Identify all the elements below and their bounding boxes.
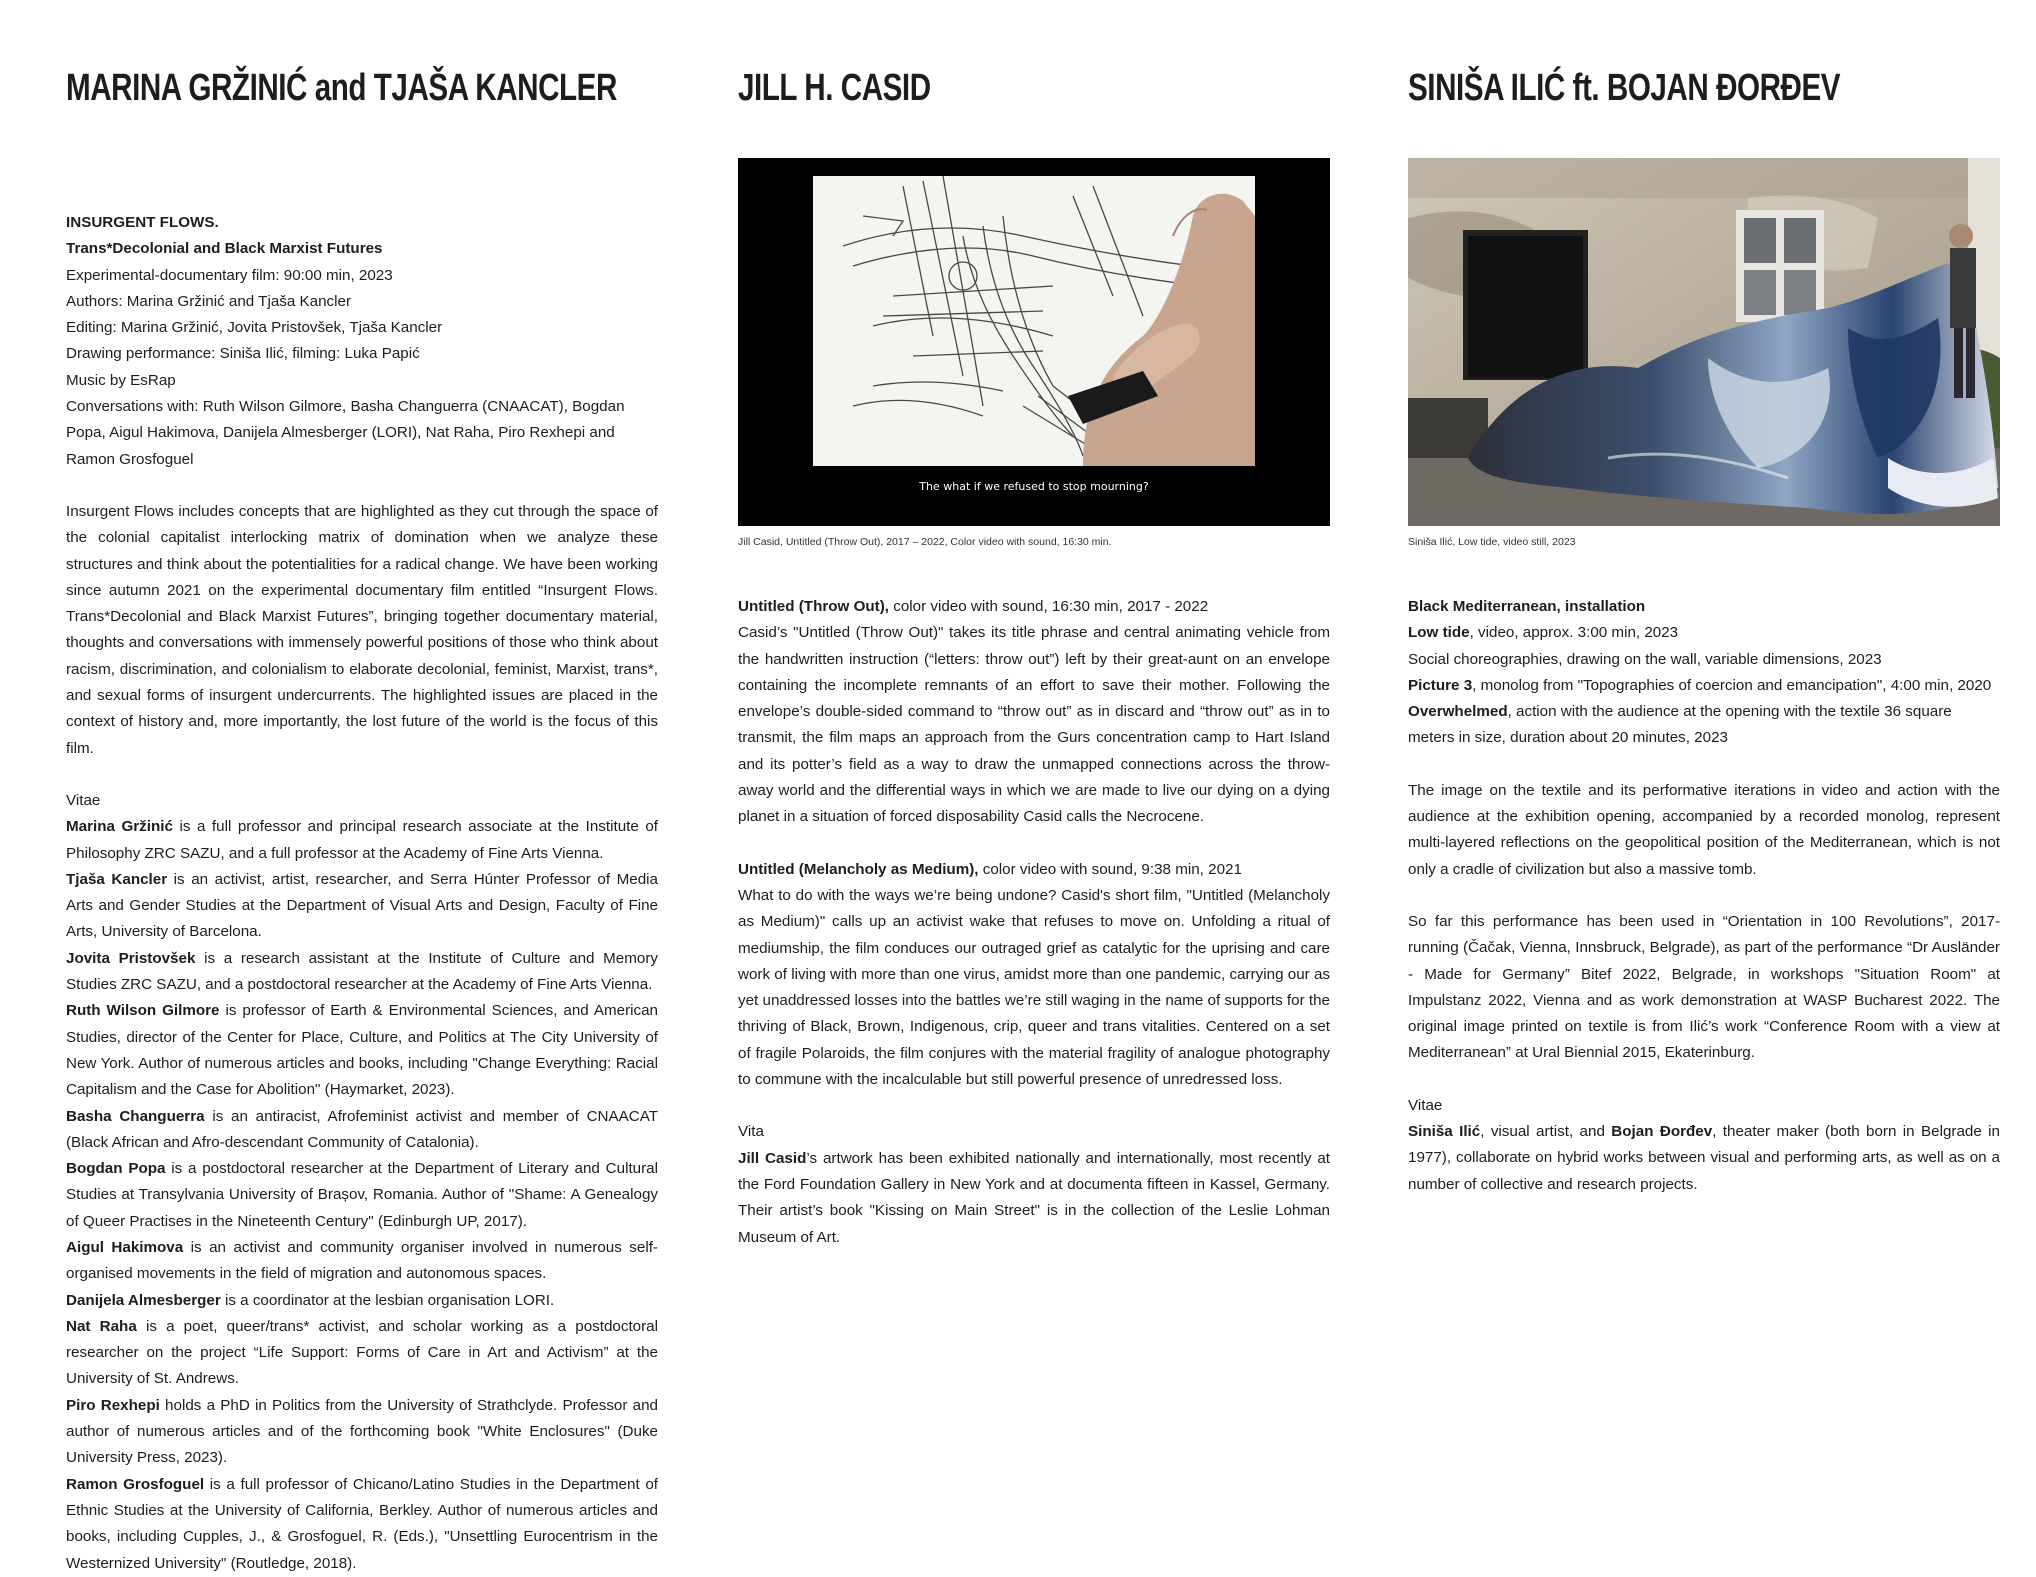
image-caption: Siniša Ilić, Low tide, video still, 2023 <box>1408 536 1576 548</box>
work-meta: , action with the audience at the opening with the textile 36 square meters in size, duration about 20 minutes, 2023 <box>1408 703 1952 747</box>
work-item <box>1408 699 2000 752</box>
artist-heading: JILL H. CASID <box>738 67 931 109</box>
vitae-label: Vitae <box>66 791 101 809</box>
vitae-name: Bojan Đorđev <box>1611 1123 1713 1141</box>
works-list <box>1408 594 2000 752</box>
vitae-entry <box>66 998 658 1103</box>
person-name: Piro Rexhepi <box>66 1396 160 1414</box>
works-block <box>738 594 1330 1251</box>
person-bio: is a full professor of Chicano/Latino Studies in the Department of Ethnic Studies at the University of California, Berkley. Author of numerous articles and books, including Cupples, J., & Grosfoguel, R. (Eds.), "Unsettling Eurocentrism in the Westernized University" (Routledge, 2018). <box>66 1475 658 1572</box>
artist-heading: MARINA GRŽINIĆ and TJAŠA KANCLER <box>66 67 617 109</box>
work-title: Low tide <box>1408 624 1470 642</box>
vitae-entry <box>66 1288 658 1314</box>
vitae-entry <box>66 1235 658 1288</box>
column-casid <box>738 60 1330 1251</box>
credit-line: Music by EsRap <box>66 371 176 389</box>
performance-photo <box>1408 158 2000 526</box>
person-name: Aigul Hakimova <box>66 1238 184 1256</box>
person-name: Tjaša Kancler <box>66 870 168 888</box>
credit-line: Authors: Marina Gržinić and Tjaša Kancler <box>66 292 352 310</box>
person-bio: is an activist, artist, researcher, and Serra Húnter Professor of Media Arts and Gender Studies at the Department of Visual Arts and Design, Faculty of Fine Arts, University of Barcelona. <box>66 870 658 941</box>
person-bio: holds a PhD in Politics from the University of Strathclyde. Professor and author of numerous articles and of the forthcoming book "White Enclosures" (Duke University Press, 2023). <box>66 1396 658 1467</box>
work-item <box>1408 620 2000 646</box>
performance-history: So far this performance has been used in “Orientation in 100 Revolutions”, 2017-running (Čačak, Vienna, Innsbruck, Belgrade), as part of the performance “Dr Ausländer - Made for Germany” Bitef 2022, Belgrade, in workshops "Situation Room" at Impulstanz 2022, Vienna and as work demonstration at WASP Bucharest 2022. The original image printed on textile is from Ilić’s work “Conference Room with a view at Mediterranean” at Ural Biennial 2015, Ekaterinburg. <box>1408 912 2000 1062</box>
vitae-entry <box>66 814 658 867</box>
image-caption: Jill Casid, Untitled (Throw Out), 2017 – 2022, Color video with sound, 16:30 min. <box>738 536 1112 548</box>
work-item <box>1408 647 2000 673</box>
vitae-entry <box>66 1472 658 1577</box>
video-still <box>738 158 1330 526</box>
credit-line: Experimental-documentary film: 90:00 min, 2023 <box>66 266 393 284</box>
vitae-entry <box>66 1314 658 1393</box>
work-title: Picture 3 <box>1408 676 1473 694</box>
work-heading <box>738 594 1330 620</box>
vita-label: Vita <box>738 1123 764 1141</box>
person-name: Bogdan Popa <box>66 1160 166 1178</box>
artist-heading: SINIŠA ILIĆ ft. BOJAN ĐORĐEV <box>1408 67 1841 109</box>
person-bio: is an antiracist, Afrofeminist activist and member of CNAACAT (Black African and Afro-descendant Community of Catalonia). <box>66 1107 659 1151</box>
person-name: Jovita Pristovšek <box>66 949 196 967</box>
work-meta: color video with sound, 16:30 min, 2017 - 2022 <box>889 598 1209 615</box>
column-grzinic-kancler <box>66 60 658 1577</box>
person-name: Nat Raha <box>66 1317 137 1335</box>
credits-block <box>66 210 658 1577</box>
credit-line: Conversations with: Ruth Wilson Gilmore, Basha Changuerra (CNAACAT), Bogdan Popa, Aigul Hakimova, Danijela Almesberger (LORI), Nat Raha, Piro Rexhepi and Ramon Grosfoguel <box>66 398 625 468</box>
work-heading <box>738 857 1330 883</box>
work-description: What to do with the ways we’re being undone? Casid's short film, "Untitled (Melancholy as Medium)" calls up an activist wake that refuses to move on. Unfolding a ritual of mediumship, the film conduces our outraged grief as catalytic for the uprising and care work of living with more than one virus, amidst more than one pandemic, carrying our as yet unaddressed losses into the battles we’re still waging in the name of supports for the thriving of Black, Brown, Indigenous, crip, queer and trans vitalities. Centered on a set of fragile Polaroids, the film conjures with the material fragility of analogue photography to commune with the incalculable but still powerful presence of unredressed loss. <box>738 886 1330 1089</box>
person-bio: is a research assistant at the Institute of Culture and Memory Studies ZRC SAZU, and a postdoctoral researcher at the Academy of Fine Arts Vienna. <box>66 949 658 994</box>
work-title: Untitled (Melancholy as Medium), <box>738 860 979 878</box>
work-title: Untitled (Throw Out), <box>738 598 889 615</box>
work-title: Overwhelmed <box>1408 703 1508 721</box>
person-name: Ramon Grosfoguel <box>66 1475 205 1493</box>
vitae-text: Siniša Ilić, visual artist, and Bojan Đorđev, theater maker (both born in Belgrade in 1977), collaborate on hybrid works between visual and performing arts, as well as on a number of collective and research projects. <box>1408 1123 2001 1193</box>
work-item <box>1408 594 2000 620</box>
vitae-entry <box>66 867 658 946</box>
person-name: Basha Changuerra <box>66 1107 205 1125</box>
person-name: Danijela Almesberger <box>66 1291 221 1309</box>
vitae-entry <box>66 1104 658 1157</box>
vita-name: Jill Casid <box>738 1149 807 1167</box>
film-description: Insurgent Flows includes concepts that are highlighted as they cut through the space of the colonial capitalist interlocking matrix of domination when we analyze these structures and think about the potentialities for a radical change. We have been working since autumn 2021 on the experimental documentary film entitled “Insurgent Flows. Trans*Decolonial and Black Marxist Futures”, bringing together documentary material, thoughts and conversations with immensely powerful positions of those who think about racism, discrimination, and colonialism to elaborate decolonial, feminist, Marxist, trans*, and sexual forms of insurgent undercurrents. The highlighted issues are placed in the context of history and, more importantly, the lost future of the world is the focus of this film. <box>66 502 658 757</box>
sketch-drawing-image <box>813 176 1255 466</box>
film-title: INSURGENT FLOWS. <box>66 214 219 231</box>
vitae-label: Vitae <box>1408 1096 1443 1114</box>
vitae-entry <box>66 946 658 999</box>
vitae-entry <box>66 1156 658 1235</box>
person-name: Marina Gržinić <box>66 818 173 836</box>
work-meta: , monolog from "Topographies of coercion and emancipation", 4:00 min, 2020 <box>1472 676 1992 694</box>
work-description: Casid’s "Untitled (Throw Out)" takes its title phrase and central animating vehicle from the handwritten instruction (“letters: throw out”) left by their great-aunt on an envelope containing the incomplete remnants of an effort to save their mother. Following the envelope’s double-sided command to “throw out” as in discard and “throw out” as in to transmit, the film maps an approach from the Gurs concentration camp to Hart Island and its potter’s field as a way to draw the unmapped connections across the throw-away world and the differential ways in which we are made to live our dying on a dying planet in a situation of forced disposability Casid calls the Necrocene. <box>738 624 1330 826</box>
person-bio: is a full professor and principal research associate at the Institute of Philosophy ZRC SAZU, and a full professor at the Academy of Fine Arts Vienna. <box>66 818 658 862</box>
credit-line: Drawing performance: Siniša Ilić, filming: Luka Papić <box>66 345 420 363</box>
person-bio: is professor of Earth & Environmental Sciences, and American Studies, director of the Center for Place, Culture, and Politics at The City University of New York. Author of numerous articles and books, including "Change Everything: Racial Capitalism and the Case for Abolition" (Haymarket, 2023). <box>66 1002 658 1099</box>
vita-text: Jill Casid’s artwork has been exhibited nationally and internationally, most recently at the Ford Foundation Gallery in New York and at documenta fifteen in Kassel, Germany. Their artist’s book "Kissing on Main Street" is in the collection of the Leslie Lohman Museum of Art. <box>738 1149 1330 1246</box>
video-subtitle: The what if we refused to stop mourning? <box>919 480 1149 493</box>
work-meta: Social choreographies, drawing on the wall, variable dimensions, 2023 <box>1408 650 1882 668</box>
vitae-list <box>66 814 658 1577</box>
work-meta: color video with sound, 9:38 min, 2021 <box>978 860 1242 878</box>
person-bio: is an activist and community organiser involved in numerous self-organised movements in the field of migration and autonomous spaces. <box>66 1238 658 1283</box>
person-name: Ruth Wilson Gilmore <box>66 1002 220 1020</box>
vitae-name: Siniša Ilić <box>1408 1123 1481 1141</box>
person-bio: is a poet, queer/trans* activist, and scholar working as a postdoctoral researcher on the project “Life Support: Forms of Care in Art and Activism” at the University of St. Andrews. <box>66 1317 658 1388</box>
work-meta: , video, approx. 3:00 min, 2023 <box>1469 624 1679 642</box>
film-subtitle: Trans*Decolonial and Black Marxist Futures <box>66 240 383 258</box>
work-item <box>1408 673 2000 699</box>
person-bio: is a coordinator at the lesbian organisation LORI. <box>220 1291 555 1309</box>
project-description: The image on the textile and its performative iterations in video and action with the audience at the exhibition opening, accompanied by a recorded monolog, represent multi-layered reflections on the geopolitical position of the Mediterranean, which is not only a cradle of civilization but also a massive tomb. <box>1408 781 2000 878</box>
work-title: Black Mediterranean, installation <box>1408 598 1646 615</box>
person-bio: is a postdoctoral researcher at the Department of Literary and Cultural Studies at Transylvania University of Brașov, Romania. Author of "Shame: A Genealogy of Queer Practises in the Nineteenth Century" (Edinburgh UP, 2017). <box>66 1160 658 1230</box>
vitae-entry <box>66 1393 658 1472</box>
credit-line: Editing: Marina Gržinić, Jovita Pristovšek, Tjaša Kancler <box>66 319 443 337</box>
works-block <box>1408 594 2000 1198</box>
column-ilic-djordjev <box>1408 60 2000 1198</box>
